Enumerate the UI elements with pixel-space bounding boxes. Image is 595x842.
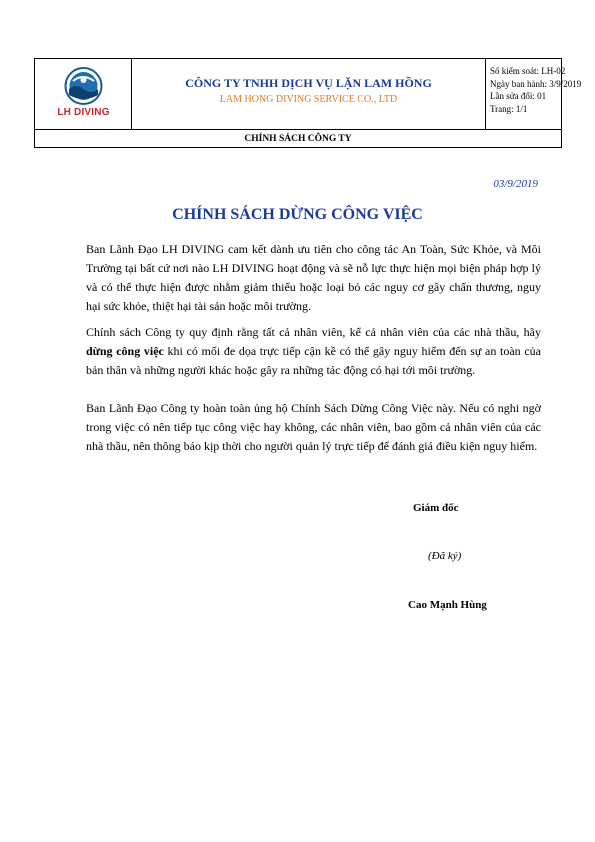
- page-title: CHÍNH SÁCH DỪNG CÔNG VIỆC: [172, 206, 423, 223]
- paragraph-2-text-start: Chính sách Công ty quy định rằng tất cả nhân viên, kể cả nhân viên của các nhà thầu, hãy: [86, 325, 541, 339]
- signature-name: Cao Mạnh Hùng: [408, 599, 487, 611]
- paragraph-2-bold: dừng công việc: [86, 344, 164, 358]
- page-number: Trang: 1/1: [490, 103, 528, 114]
- document-date: 03/9/2019: [493, 178, 538, 190]
- revision: Lần sửa đổi: 01: [490, 91, 547, 101]
- company-logo-icon: [61, 67, 106, 107]
- signature-note: (Đã ký): [428, 550, 462, 562]
- company-name-vn: CÔNG TY TNHH DỊCH VỤ LẶN LAM HỒNG: [185, 76, 432, 90]
- paragraph-2-text-end: khi có mối đe dọa trực tiếp cận kề có thể gây nguy hiểm đến sự an toàn của bản thân và những người khác hoặc gây ra những tác động có hại tới môi trường.: [86, 344, 541, 377]
- logo-cell: [35, 59, 132, 129]
- document-control-info: [486, 59, 582, 129]
- paragraph-3: Ban Lãnh Đạo Công ty hoàn toàn ủng hộ Chính Sách Dừng Công Việc này. Nếu có nghi ngờ trong việc có nên tiếp tục công việc hay không, các nhân viên, bao gồm cả nhân viên của các nhà thầu, nên thông báo kịp thời cho người quản lý trực tiếp để đánh giá điều kiện nguy hiểm.: [86, 401, 541, 453]
- document-header: [34, 58, 582, 148]
- company-cell: [132, 59, 486, 129]
- doc-number: Số kiểm soát: LH-02: [490, 66, 566, 76]
- paragraph-1: Ban Lãnh Đạo LH DIVING cam kết dành ưu tiên cho công tác An Toàn, Sức Khỏe, và Môi Trường tại bất cứ nơi nào LH DIVING hoạt động và sẽ nỗ lực thực hiện mọi biện pháp hợp lý và có thể thực hiện được nhằm giảm thiểu hoặc loại bỏ các nguy cơ gây chấn thương, nguy hại sức khỏe, thiệt hại tài sản hoặc môi trường.: [86, 242, 541, 313]
- signature-title: Giám đốc: [413, 502, 459, 514]
- paragraph-2: [86, 323, 541, 380]
- logo-text: LH DIVING: [57, 107, 110, 118]
- company-name-en: LAM HONG DIVING SERVICE CO., LTD: [219, 94, 398, 105]
- issue-date: Ngày ban hành: 3/9/2019: [490, 78, 582, 89]
- section-label: CHÍNH SÁCH CÔNG TY: [35, 129, 561, 148]
